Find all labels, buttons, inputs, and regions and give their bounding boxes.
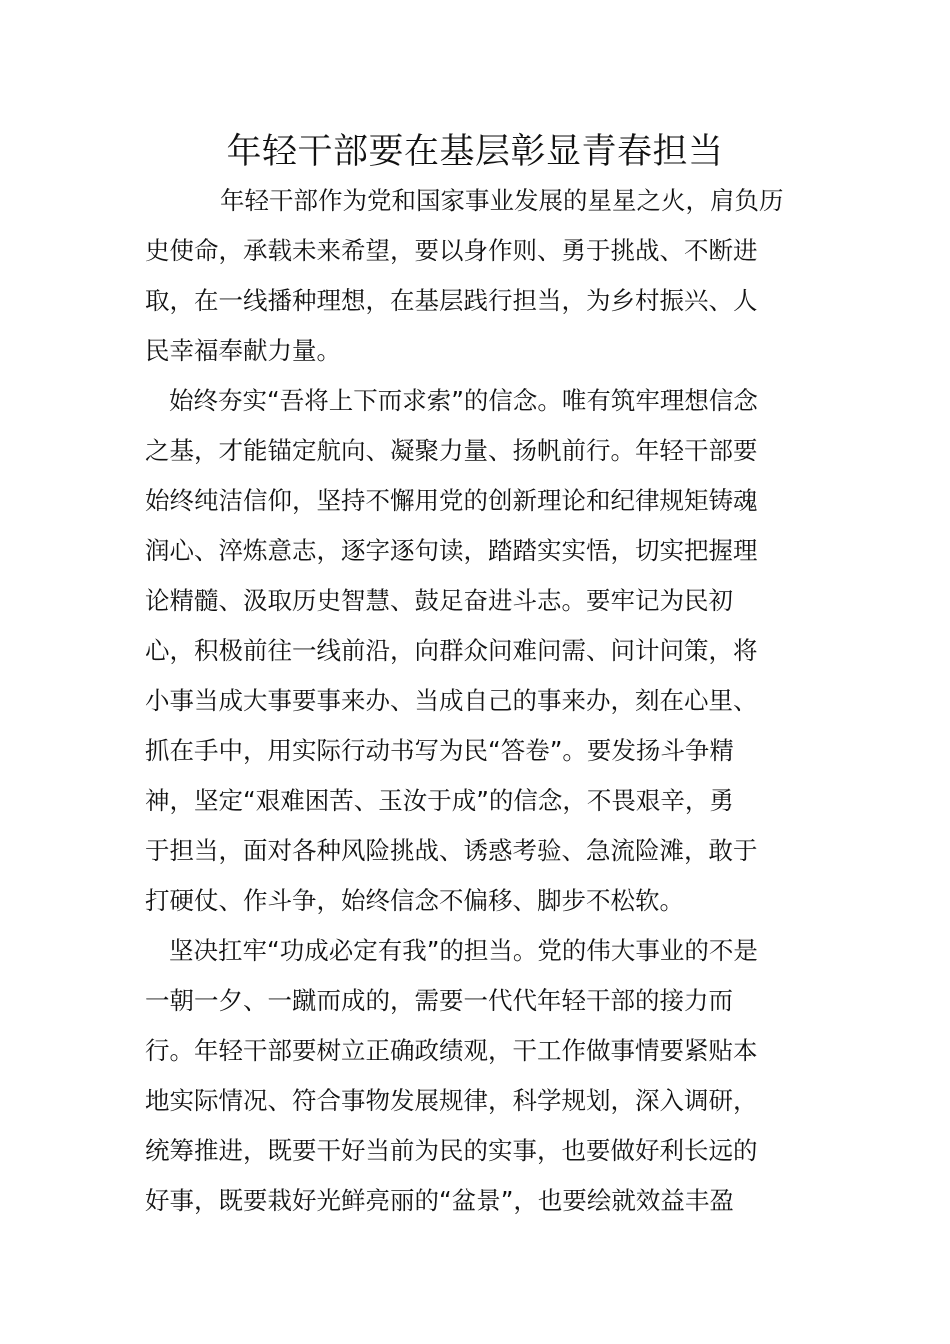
text-line: 神，坚定“艰难困苦、玉汝于成”的信念，不畏艰辛，勇 xyxy=(145,786,734,815)
text-line: 史使命，承载未来希望，要以身作则、勇于挑战、不断进 xyxy=(145,236,758,265)
text-line: 民幸福奉献力量。 xyxy=(145,336,341,365)
text-line: 润心、淬炼意志，逐字逐句读，踏踏实实悟，切实把握理 xyxy=(145,536,758,565)
text-line: 抓在手中，用实际行动书写为民“答卷”。要发扬斗争精 xyxy=(145,736,734,765)
text-line: 心，积极前往一线前沿，向群众问难问需、问计问策，将 xyxy=(145,636,758,665)
text-line: 地实际情况、符合事物发展规律，科学规划，深入调研， xyxy=(145,1086,758,1115)
text-line: 好事，既要栽好光鲜亮丽的“盆景”，也要绘就效益丰盈 xyxy=(145,1186,734,1215)
document-body xyxy=(145,176,809,1226)
text-line: 小事当成大事要事来办、当成自己的事来办，刻在心里、 xyxy=(145,686,758,715)
text-line: 年轻干部作为党和国家事业发展的星星之火，肩负历 xyxy=(220,186,784,215)
text-line: 统筹推进，既要干好当前为民的实事，也要做好利长远的 xyxy=(145,1136,758,1165)
text-line: 论精髓、汲取历史智慧、鼓足奋进斗志。要牢记为民初 xyxy=(145,586,733,615)
text-line: 行。年轻干部要树立正确政绩观，干工作做事情要紧贴本 xyxy=(145,1036,758,1065)
text-line: 打硬仗、作斗争，始终信念不偏移、脚步不松软。 xyxy=(145,886,684,915)
text-line: 之基，才能锚定航向、凝聚力量、扬帆前行。年轻干部要 xyxy=(145,436,758,465)
text-line: 取，在一线播种理想，在基层践行担当，为乡村振兴、人 xyxy=(145,286,758,315)
text-line: 始终夯实“吾将上下而求索”的信念。唯有筑牢理想信念 xyxy=(169,386,758,415)
text-line: 于担当，面对各种风险挑战、诱惑考验、急流险滩，敢于 xyxy=(145,836,758,865)
document-title: 年轻干部要在基层彰显青春担当 xyxy=(226,132,724,172)
text-line: 始终纯洁信仰，坚持不懈用党的创新理论和纪律规矩铸魂 xyxy=(145,486,758,515)
text-line: 一朝一夕、一蹴而成的，需要一代代年轻干部的接力而 xyxy=(145,986,733,1015)
text-line: 坚决扛牢“功成必定有我”的担当。党的伟大事业的不是 xyxy=(169,936,758,965)
